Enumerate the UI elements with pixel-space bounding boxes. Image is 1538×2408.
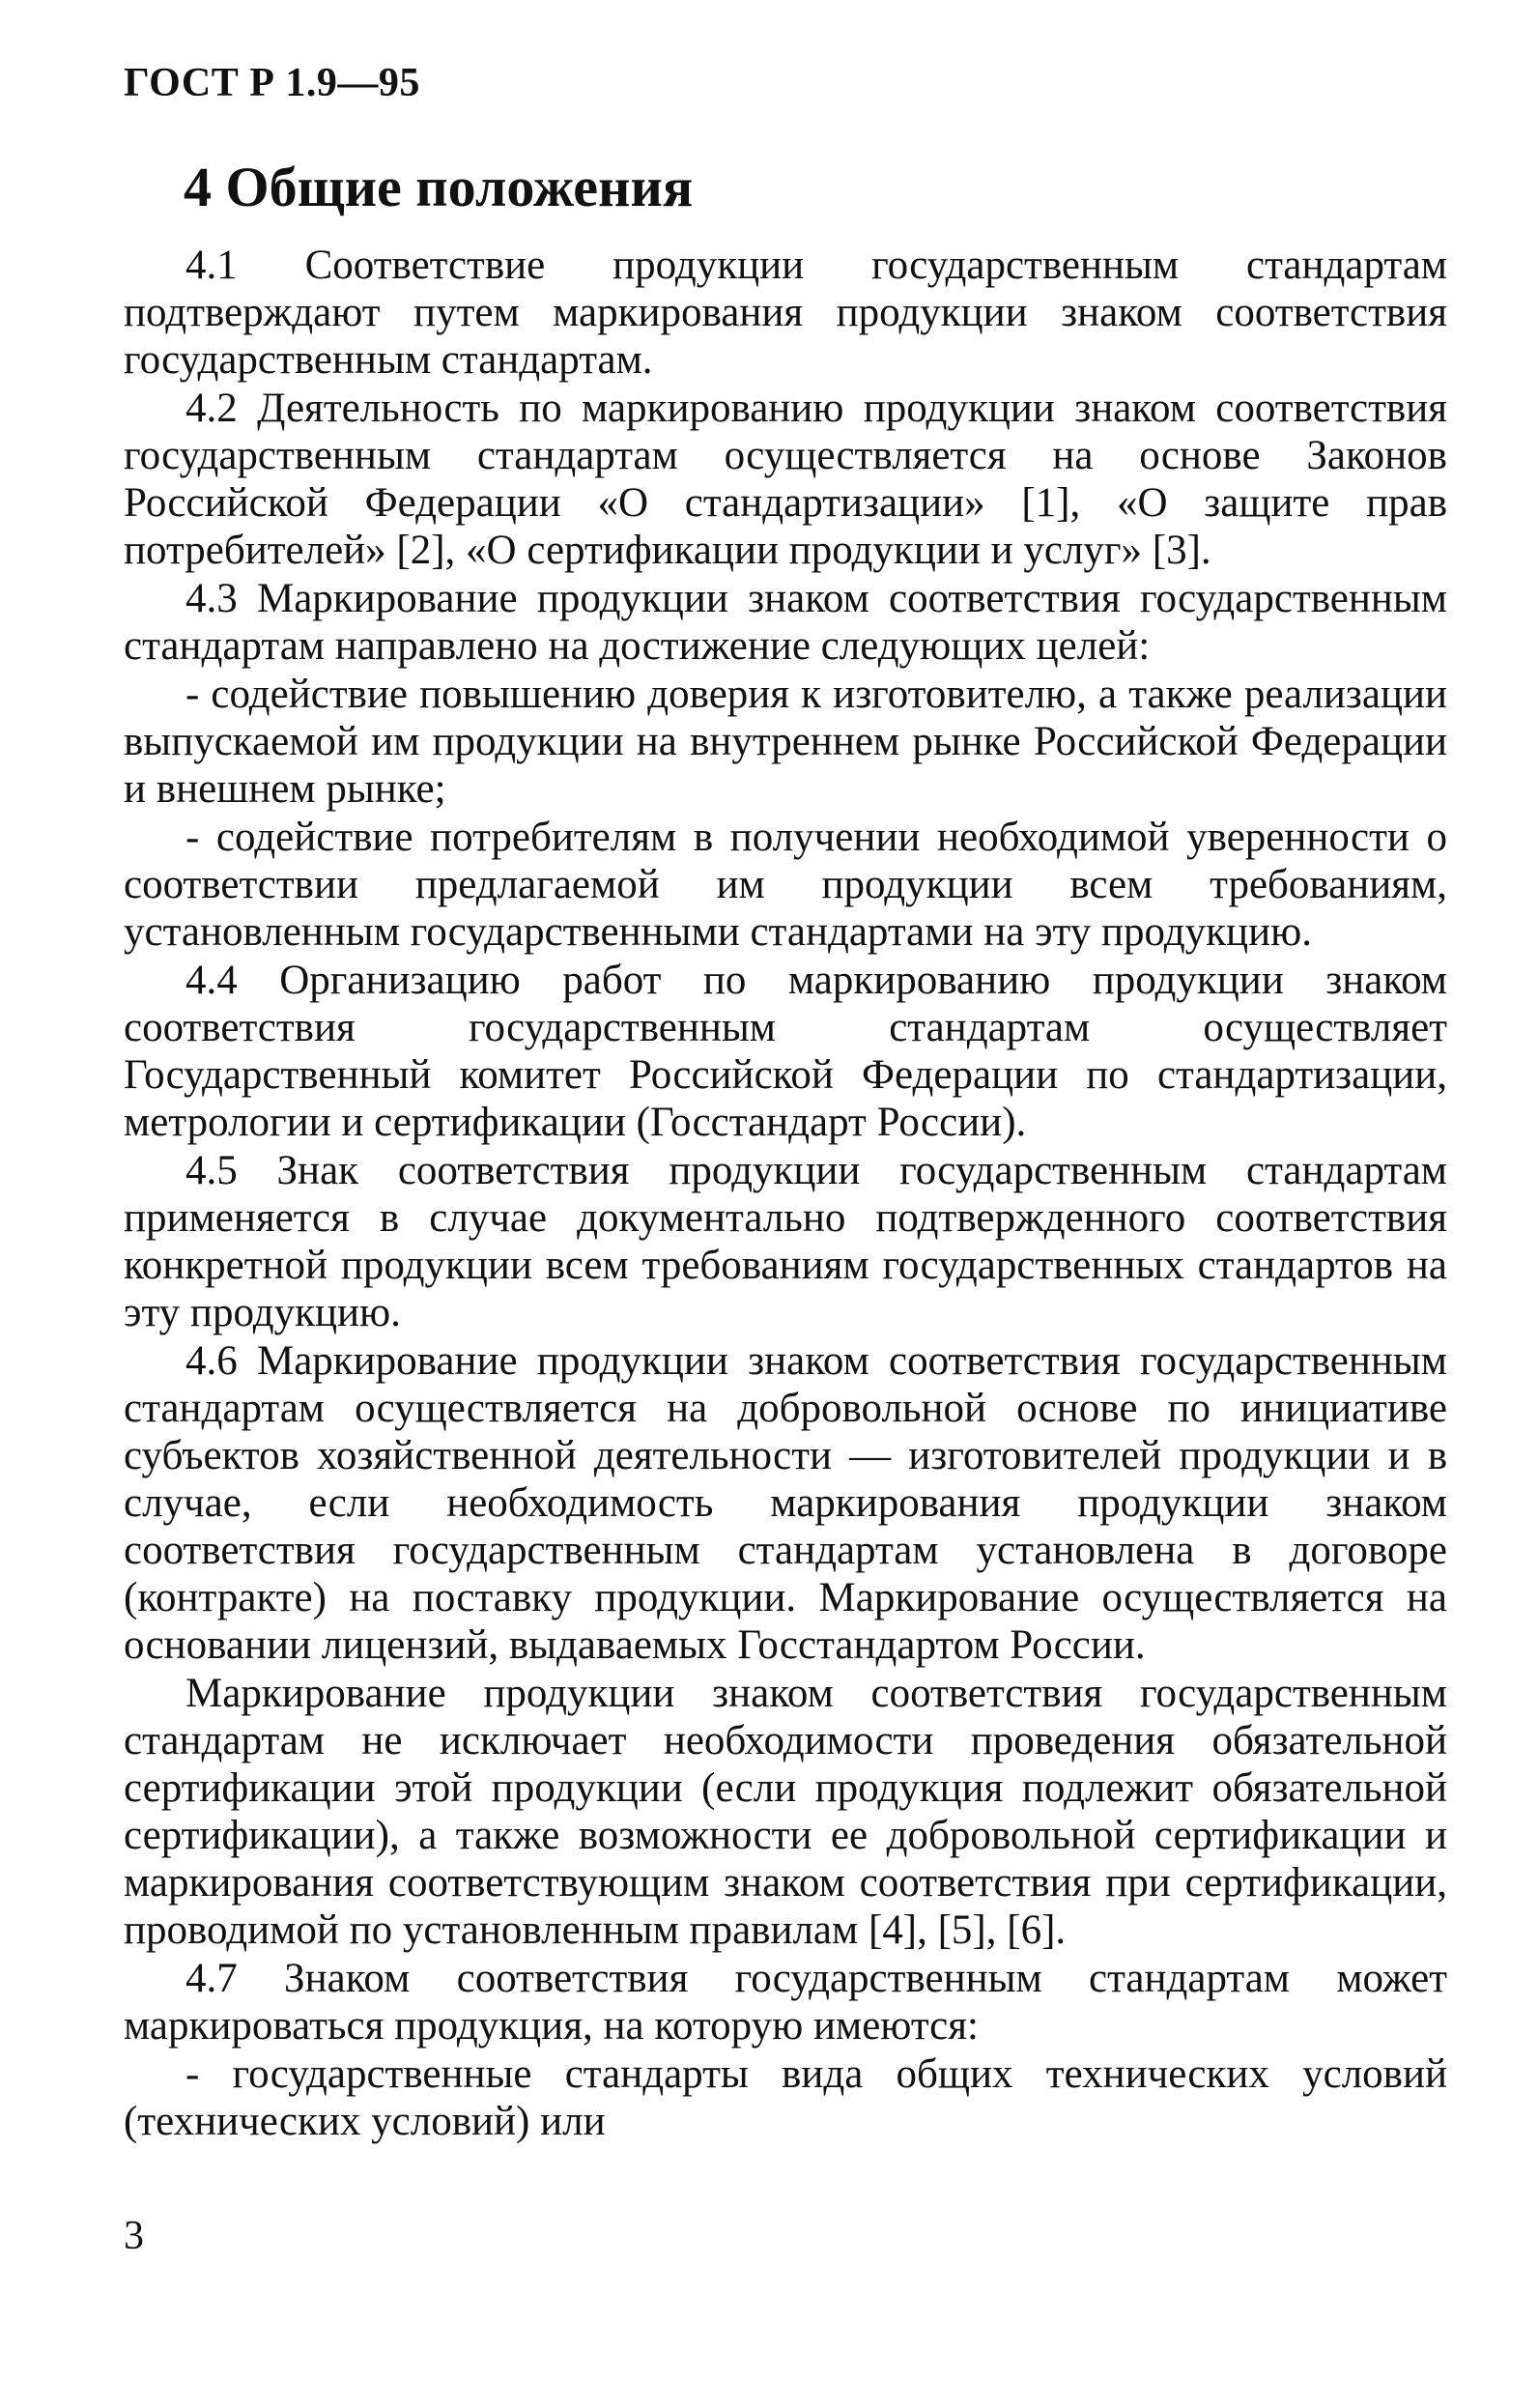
paragraph-4-2: 4.2 Деятельность по маркированию продукции знаком соответствия государственным стандартам осуществляется на основе Законов Российской Федерации «О стандартизации» [1], «О защите прав потребителей» [2], «О сертификации продукции и услуг» [3]. bbox=[124, 386, 1447, 573]
paragraph-4-7: 4.7 Знаком соответствия государственным стандартам может маркироваться продукция, на которую имеются: bbox=[124, 1956, 1447, 2049]
paragraph-4-1: 4.1 Соответствие продукции государственным стандартам подтверждают путем маркирования продукции знаком соответствия государственным стандартам. bbox=[124, 243, 1447, 383]
list-item-consumers: - содействие потребителям в получении необходимой уверенности о соответствии предлагаемой им продукции всем требованиям, установленным государственными стандартами на эту продукцию. bbox=[124, 815, 1447, 955]
paragraph-4-6: 4.6 Маркирование продукции знаком соответствия государственным стандартам осуществляется на добровольной основе по инициативе субъектов хозяйственной деятельности — изготовителей продукции и в случае, если необходимость маркирования продукции знаком соответствия государственным стандартам установлена в договоре (контракте) на поставку продукции. Маркирование осуществляется на основании лицензий, выдаваемых Госстандартом России. bbox=[124, 1338, 1447, 1668]
paragraph-4-5: 4.5 Знак соответствия продукции государственным стандартам применяется в случае документально подтвержденного соответствия конкретной продукции всем требованиям государственных стандартов на эту продукцию. bbox=[124, 1148, 1447, 1335]
section-title: 4 Общие положения bbox=[184, 156, 694, 218]
list-item-standards: - государственные стандарты вида общих технических условий (технических условий) или bbox=[124, 2051, 1447, 2144]
page-number: 3 bbox=[124, 2214, 144, 2258]
paragraph-4-6-continued: Маркирование продукции знаком соответствия государственным стандартам не исключает необходимости проведения обязательной сертификации этой продукции (если продукция подлежит обязательной сертификации), а также возможности ее добровольной сертификации и маркирования соответствующим знаком соответствия при сертификации, проводимой по установленным правилам [4], [5], [6]. bbox=[124, 1671, 1447, 1953]
running-header-doc-id: ГОСТ Р 1.9—95 bbox=[124, 61, 420, 105]
list-item-trust: - содействие повышению доверия к изготовителю, а также реализации выпускаемой им продукции на внутреннем рынке Российской Федерации и внешнем рынке; bbox=[124, 672, 1447, 812]
body-text bbox=[124, 242, 1447, 2146]
paragraph-4-4: 4.4 Организацию работ по маркированию продукции знаком соответствия государственным стандартам осуществляет Государственный комитет Российской Федерации по стандартизации, метрологии и сертификации (Госстандарт России). bbox=[124, 958, 1447, 1145]
paragraph-4-3: 4.3 Маркирование продукции знаком соответствия государственным стандартам направлено на достижение следующих целей: bbox=[124, 576, 1447, 669]
